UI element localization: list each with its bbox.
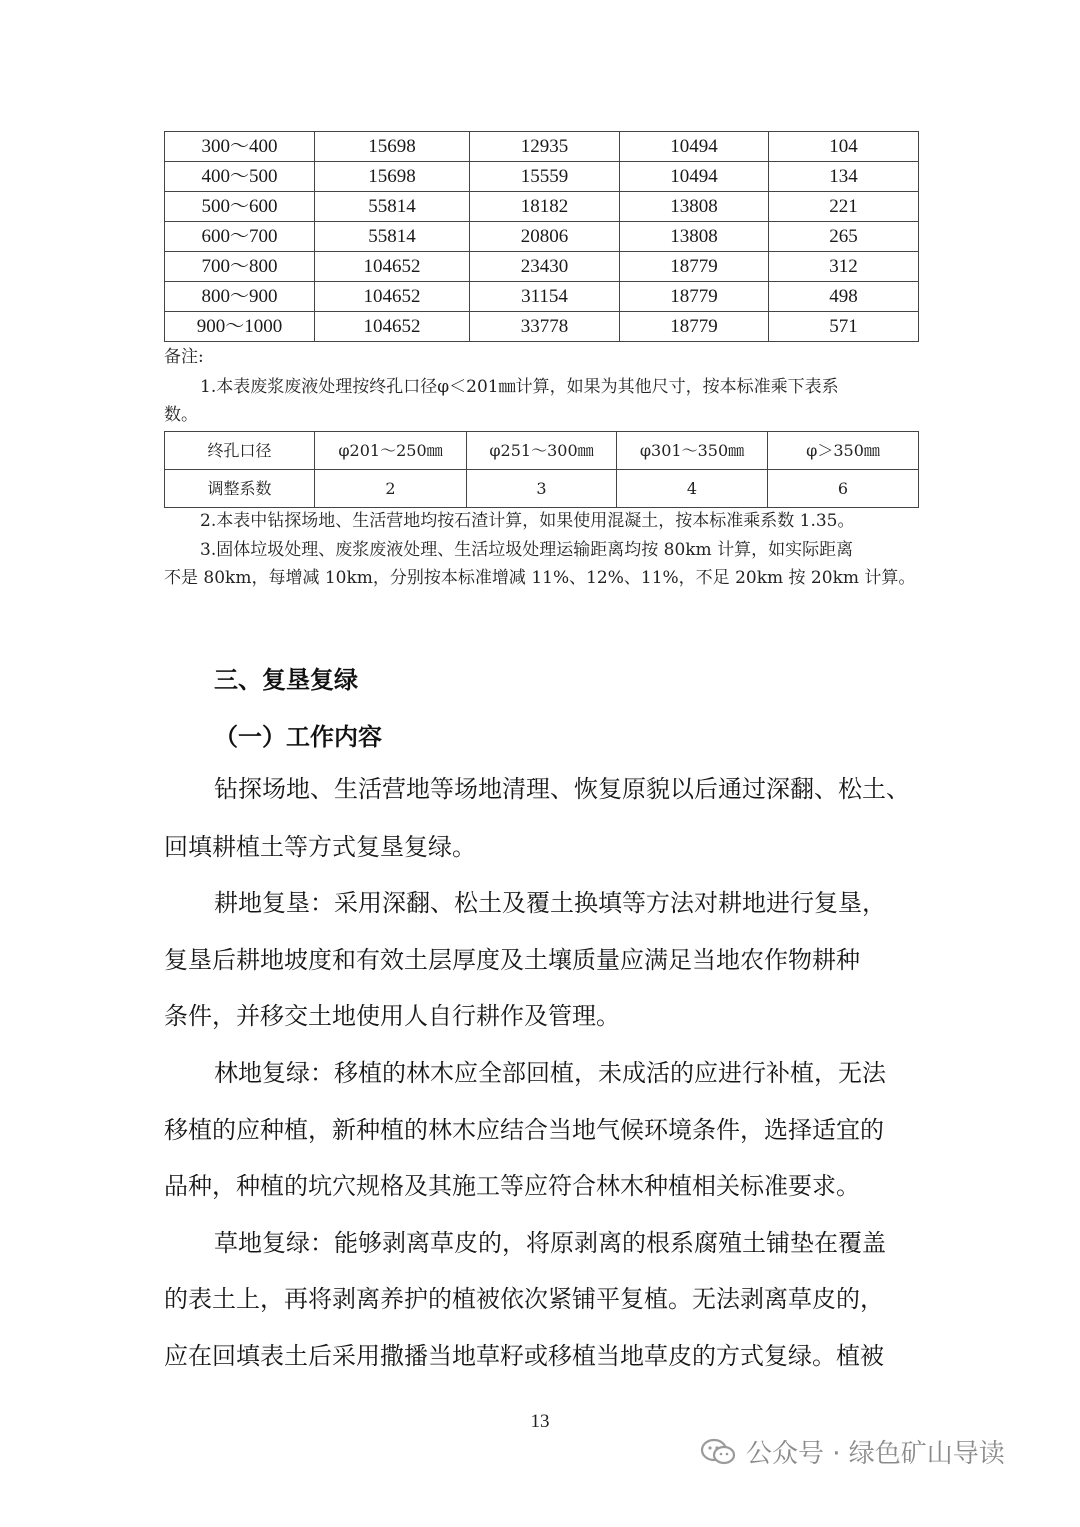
adjustment-table xyxy=(164,431,919,508)
cost-table-cell: 13808 xyxy=(620,222,769,252)
adjustment-value-cell: 4 xyxy=(617,470,768,508)
paragraph-line: 的表土上，再将剥离养护的植被依次紧铺平复植。无法剥离草皮的， xyxy=(164,1285,884,1313)
paragraph-line: 条件，并移交土地使用人自行耕作及管理。 xyxy=(164,1002,620,1030)
note-2: 2.本表中钻探场地、生活营地均按石渣计算，如果使用混凝土，按本标准乘系数 1.35。 xyxy=(200,511,855,531)
cost-table-cell: 15698 xyxy=(315,132,470,162)
cost-table-cell: 23430 xyxy=(470,252,620,282)
adjustment-header-row xyxy=(165,432,919,470)
cost-table-row xyxy=(165,312,919,342)
adjustment-header-cell: φ＞350㎜ xyxy=(768,432,919,470)
adjustment-header-cell: φ201～250㎜ xyxy=(315,432,467,470)
cost-table-cell: 498 xyxy=(769,282,919,312)
adjustment-value-cell: 3 xyxy=(467,470,617,508)
cost-table-cell: 104652 xyxy=(315,252,470,282)
cost-table-cell: 571 xyxy=(769,312,919,342)
cost-table-cell: 33778 xyxy=(470,312,620,342)
cost-table-cell: 312 xyxy=(769,252,919,282)
cost-table-cell: 300～400 xyxy=(165,132,315,162)
note-3-line-2: 不是 80km，每增减 10km，分别按本标准增减 11%、12%、11%，不足 20km 按 20km 计算。 xyxy=(164,568,916,588)
cost-table-row xyxy=(165,192,919,222)
adjustment-value-cell: 6 xyxy=(768,470,919,508)
adjustment-value-cell: 调整系数 xyxy=(165,470,315,508)
cost-table-cell: 18182 xyxy=(470,192,620,222)
adjustment-value-row xyxy=(165,470,919,508)
paragraph-line: 钻探场地、生活营地等场地清理、恢复原貌以后通过深翻、松土、 xyxy=(214,775,910,803)
cost-table-row xyxy=(165,162,919,192)
adjustment-value-cell: 2 xyxy=(315,470,467,508)
cost-table-cell: 104652 xyxy=(315,282,470,312)
section-title: 三、复垦复绿 xyxy=(214,666,358,694)
wechat-icon xyxy=(700,1438,736,1466)
paragraph-line: 回填耕植土等方式复垦复绿。 xyxy=(164,833,476,861)
cost-table-cell: 800～900 xyxy=(165,282,315,312)
cost-table-cell: 10494 xyxy=(620,132,769,162)
cost-table-cell: 265 xyxy=(769,222,919,252)
paragraph-line: 耕地复垦：采用深翻、松土及覆土换填等方法对耕地进行复垦， xyxy=(214,889,886,917)
cost-table-cell: 15559 xyxy=(470,162,620,192)
cost-table-cell: 134 xyxy=(769,162,919,192)
cost-table-cell: 55814 xyxy=(315,192,470,222)
note-1-line-1: 1.本表废浆废液处理按终孔口径φ＜201㎜计算，如果为其他尺寸，按本标准乘下表系 xyxy=(200,377,839,397)
note-3-line-1: 3.固体垃圾处理、废浆废液处理、生活垃圾处理运输距离均按 80km 计算，如实际距离 xyxy=(200,540,854,560)
cost-table-cell: 15698 xyxy=(315,162,470,192)
paragraph-line: 品种，种植的坑穴规格及其施工等应符合林木种植相关标准要求。 xyxy=(164,1172,860,1200)
section-subtitle: （一）工作内容 xyxy=(214,723,382,751)
cost-table-row xyxy=(165,132,919,162)
paragraph-line: 草地复绿：能够剥离草皮的，将原剥离的根系腐殖土铺垫在覆盖 xyxy=(214,1229,886,1257)
cost-table-cell: 900～1000 xyxy=(165,312,315,342)
cost-table-cell: 600～700 xyxy=(165,222,315,252)
cost-table-cell: 104 xyxy=(769,132,919,162)
paragraph-line: 林地复绿：移植的林木应全部回植，未成活的应进行补植，无法 xyxy=(214,1059,886,1087)
paragraph-line: 复垦后耕地坡度和有效土层厚度及土壤质量应满足当地农作物耕种 xyxy=(164,946,860,974)
watermark-text: 公众号 · 绿色矿山导读 xyxy=(746,1439,1005,1469)
cost-table-cell: 221 xyxy=(769,192,919,222)
cost-table-cell: 12935 xyxy=(470,132,620,162)
cost-table-cell: 10494 xyxy=(620,162,769,192)
cost-table-cell: 18779 xyxy=(620,252,769,282)
notes-label: 备注: xyxy=(164,347,204,367)
note-1-line-2: 数。 xyxy=(164,405,198,425)
cost-table-cell: 400～500 xyxy=(165,162,315,192)
cost-table-cell: 18779 xyxy=(620,282,769,312)
cost-table-cell: 55814 xyxy=(315,222,470,252)
paragraph-line: 应在回填表土后采用撒播当地草籽或移植当地草皮的方式复绿。植被 xyxy=(164,1342,884,1370)
paragraph-line: 移植的应种植，新种植的林木应结合当地气候环境条件，选择适宜的 xyxy=(164,1116,884,1144)
cost-table-row xyxy=(165,252,919,282)
cost-table-cell: 104652 xyxy=(315,312,470,342)
adjustment-header-cell: φ301～350㎜ xyxy=(617,432,768,470)
cost-table-cell: 31154 xyxy=(470,282,620,312)
page-number: 13 xyxy=(530,1411,550,1432)
adjustment-header-cell: φ251～300㎜ xyxy=(467,432,617,470)
cost-table-row xyxy=(165,282,919,312)
adjustment-header-cell: 终孔口径 xyxy=(165,432,315,470)
watermark xyxy=(700,1433,1005,1470)
cost-table-row xyxy=(165,222,919,252)
cost-table-cell: 13808 xyxy=(620,192,769,222)
cost-table-cell: 700～800 xyxy=(165,252,315,282)
cost-table xyxy=(164,131,919,342)
cost-table-cell: 500～600 xyxy=(165,192,315,222)
cost-table-cell: 18779 xyxy=(620,312,769,342)
cost-table-cell: 20806 xyxy=(470,222,620,252)
